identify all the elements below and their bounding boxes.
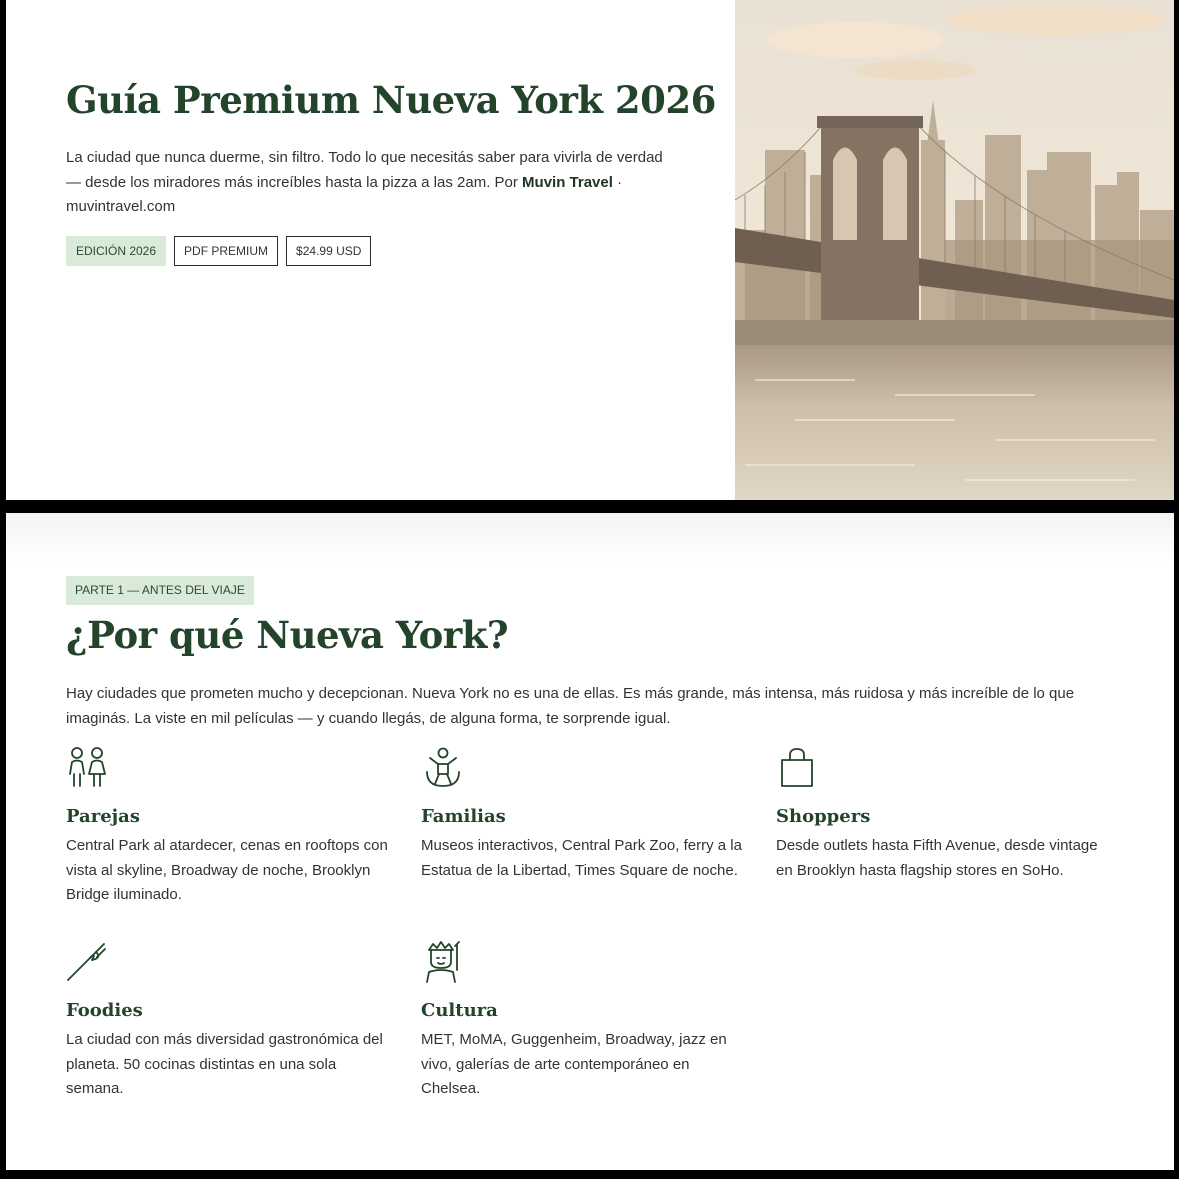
price-tag: $24.99 USD bbox=[286, 236, 371, 266]
card-text: La ciudad con más diversidad gastronómica del planeta. 50 cocinas distintas en una sola semana. bbox=[66, 1031, 383, 1097]
cover-page bbox=[6, 0, 1174, 500]
tag-list bbox=[66, 236, 371, 266]
statue-of-liberty-icon bbox=[421, 940, 465, 984]
shopping-bag-icon bbox=[776, 746, 820, 790]
site-text: · muvintravel.com bbox=[66, 173, 623, 215]
brooklyn-bridge-photo bbox=[735, 0, 1174, 500]
brand-name: Muvin Travel bbox=[522, 173, 613, 191]
couple-icon bbox=[66, 746, 110, 790]
card-shoppers bbox=[776, 746, 1106, 883]
card-title: Parejas bbox=[66, 806, 140, 827]
card-text: Central Park al atardecer, cenas en rooftops con vista al skyline, Broadway de noche, Brooklyn Bridge iluminado. bbox=[66, 837, 388, 903]
card-foodies bbox=[66, 940, 396, 1102]
section-page bbox=[6, 513, 1174, 1170]
edition-tag: EDICIÓN 2026 bbox=[66, 236, 166, 266]
card-text: Museos interactivos, Central Park Zoo, ferry a la Estatua de la Libertad, Times Square de noche. bbox=[421, 837, 742, 879]
fork-icon bbox=[66, 940, 110, 984]
card-text: MET, MoMA, Guggenheim, Broadway, jazz en vivo, galerías de arte contemporáneo en Chelsea. bbox=[421, 1031, 727, 1097]
guide-intro bbox=[66, 146, 676, 220]
child-icon bbox=[421, 746, 465, 790]
card-title: Cultura bbox=[421, 1000, 498, 1021]
card-title: Familias bbox=[421, 806, 506, 827]
card-text: Desde outlets hasta Fifth Avenue, desde vintage en Brooklyn hasta flagship stores en SoHo. bbox=[776, 837, 1098, 879]
section-lead: Hay ciudades que prometen mucho y decepcionan. Nueva York no es una de ellas. Es más grande, más intensa, más ruidosa y más increíble de lo que imaginás. La viste en mil películas — y cuando llegás, de alguna forma, te sorprende igual. bbox=[66, 685, 1075, 727]
section-title: ¿Por qué Nueva York? bbox=[66, 613, 509, 657]
card-title: Shoppers bbox=[776, 806, 871, 827]
format-tag: PDF PREMIUM bbox=[174, 236, 278, 266]
card-parejas bbox=[66, 746, 396, 908]
card-cultura bbox=[421, 940, 751, 1102]
bridge-illustration bbox=[735, 0, 1174, 500]
card-title: Foodies bbox=[66, 1000, 143, 1021]
card-familias bbox=[421, 746, 751, 883]
part-badge: PARTE 1 — ANTES DEL VIAJE bbox=[66, 576, 254, 605]
guide-title: Guía Premium Nueva York 2026 bbox=[66, 78, 716, 122]
intro-text: La ciudad que nunca duerme, sin filtro. Todo lo que necesitás saber para vivirla de verdad — desde los miradores más increíbles hasta la pizza a las 2am. Por bbox=[66, 149, 663, 191]
